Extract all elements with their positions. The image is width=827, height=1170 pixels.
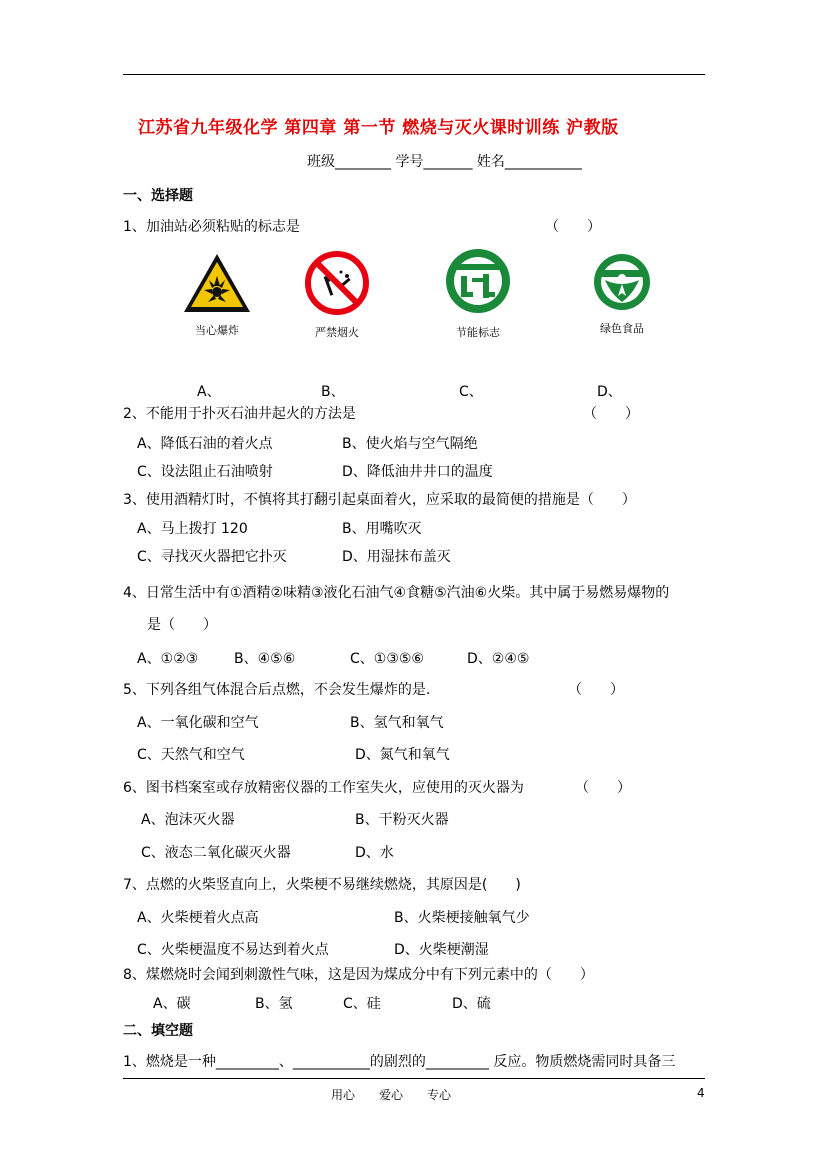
question-7-stem: 7、点燃的火柴竖直向上，火柴梗不易继续燃烧，其原因是( ) bbox=[123, 877, 521, 893]
no-fire-icon bbox=[303, 250, 371, 316]
question-4-stem-continued: 是（ ） bbox=[147, 617, 217, 633]
question-2-option-b: B、使火焰与空气隔绝 bbox=[342, 436, 478, 452]
explosion-warning-icon bbox=[182, 252, 252, 314]
question-3-stem: 3、使用酒精灯时，不慎将其打翻引起桌面着火，应采取的最简便的措施是（ ） bbox=[123, 492, 636, 508]
sign-c-caption: 节能标志 bbox=[456, 326, 500, 339]
sign-d-caption: 绿色食品 bbox=[600, 322, 644, 335]
question-6-option-a: A、泡沫灭火器 bbox=[141, 812, 235, 828]
question-4-option-c: C、①③⑤⑥ bbox=[350, 651, 424, 667]
question-1-stem: 1、加油站必须粘贴的标志是 bbox=[123, 219, 300, 235]
question-3-option-c: C、寻找灭火器把它扑灭 bbox=[137, 549, 287, 565]
question-3-option-b: B、用嘴吹灭 bbox=[342, 521, 422, 537]
question-8-option-c: C、硅 bbox=[343, 996, 381, 1012]
sign-b bbox=[298, 250, 376, 340]
question-5-stem: 5、下列各组气体混合后点燃，不会发生爆炸的是. bbox=[123, 682, 431, 698]
fill-question-1: 1、燃烧是一种_________、___________的剧烈的_________ 反应。物质燃烧需同时具备三 bbox=[123, 1054, 676, 1070]
question-3-option-a: A、马上拨打 120 bbox=[137, 521, 248, 537]
question-6-option-c: C、液态二氧化碳灭火器 bbox=[141, 845, 291, 861]
footer-rule bbox=[123, 1078, 705, 1079]
energy-saving-icon bbox=[443, 246, 513, 316]
question-6-answer-paren: （ ） bbox=[575, 780, 631, 796]
section-title-choice: 一、选择题 bbox=[123, 188, 193, 204]
question-4-option-d: D、②④⑤ bbox=[467, 651, 530, 667]
question-8-option-a: A、碳 bbox=[153, 996, 191, 1012]
question-3-option-d: D、用湿抹布盖灭 bbox=[342, 549, 451, 565]
question-1-answer-paren: （ ） bbox=[545, 219, 601, 235]
question-5-option-d: D、氮气和氧气 bbox=[355, 747, 450, 763]
question-1-option-d: D、 bbox=[597, 384, 622, 400]
question-5-option-c: C、天然气和空气 bbox=[137, 747, 245, 763]
question-6-option-d: D、水 bbox=[355, 845, 394, 861]
question-7-option-a: A、火柴梗着火点高 bbox=[137, 910, 259, 926]
question-5-answer-paren: （ ） bbox=[568, 682, 624, 698]
sign-d bbox=[582, 252, 662, 336]
question-2-stem: 2、不能用于扑灭石油井起火的方法是 bbox=[123, 406, 356, 422]
sign-a-caption: 当心爆炸 bbox=[195, 324, 239, 337]
question-7-option-d: D、火柴梗潮湿 bbox=[394, 942, 489, 958]
student-info-line: 班级________ 学号_______ 姓名___________ bbox=[307, 154, 582, 170]
question-5-option-b: B、氢气和氧气 bbox=[350, 715, 444, 731]
question-4-option-b: B、④⑤⑥ bbox=[234, 651, 296, 667]
question-2-option-a: A、降低石油的着火点 bbox=[137, 436, 273, 452]
question-8-option-b: B、氢 bbox=[255, 996, 293, 1012]
sign-c bbox=[438, 246, 518, 340]
question-4-option-a: A、①②③ bbox=[137, 651, 199, 667]
question-8-option-d: D、硫 bbox=[452, 996, 491, 1012]
sign-b-caption: 严禁烟火 bbox=[315, 326, 359, 339]
question-6-stem: 6、图书档案室或存放精密仪器的工作室失火，应使用的灭火器为 bbox=[123, 780, 524, 796]
question-6-option-b: B、干粉灭火器 bbox=[355, 812, 449, 828]
question-1-option-a: A、 bbox=[197, 384, 221, 400]
question-8-stem: 8、煤燃烧时会闻到刺激性气味，这是因为煤成分中有下列元素中的（ ） bbox=[123, 967, 594, 983]
question-2-option-d: D、降低油井井口的温度 bbox=[342, 464, 493, 480]
footer-motto: 用心 爱心 专心 bbox=[331, 1088, 452, 1102]
sign-a bbox=[178, 252, 256, 338]
question-1-option-c: C、 bbox=[459, 384, 483, 400]
question-7-option-c: C、火柴梗温度不易达到着火点 bbox=[137, 942, 329, 958]
question-4-stem: 4、日常生活中有①酒精②味精③液化石油气④食糖⑤汽油⑥火柴。其中属于易燃易爆物的 bbox=[123, 585, 670, 601]
question-7-option-b: B、火柴梗接触氧气少 bbox=[394, 910, 530, 926]
question-2-answer-paren: （ ） bbox=[583, 406, 639, 422]
green-food-icon bbox=[590, 252, 654, 312]
question-2-option-c: C、设法阻止石油喷射 bbox=[137, 464, 273, 480]
page-title: 江苏省九年级化学 第四章 第一节 燃烧与灭火课时训练 沪教版 bbox=[138, 118, 619, 138]
section-title-fill: 二、填空题 bbox=[123, 1023, 193, 1039]
question-5-option-a: A、一氧化碳和空气 bbox=[137, 715, 259, 731]
top-rule bbox=[123, 74, 705, 75]
question-1-option-b: B、 bbox=[321, 384, 345, 400]
page-number: 4 bbox=[697, 1086, 705, 1100]
